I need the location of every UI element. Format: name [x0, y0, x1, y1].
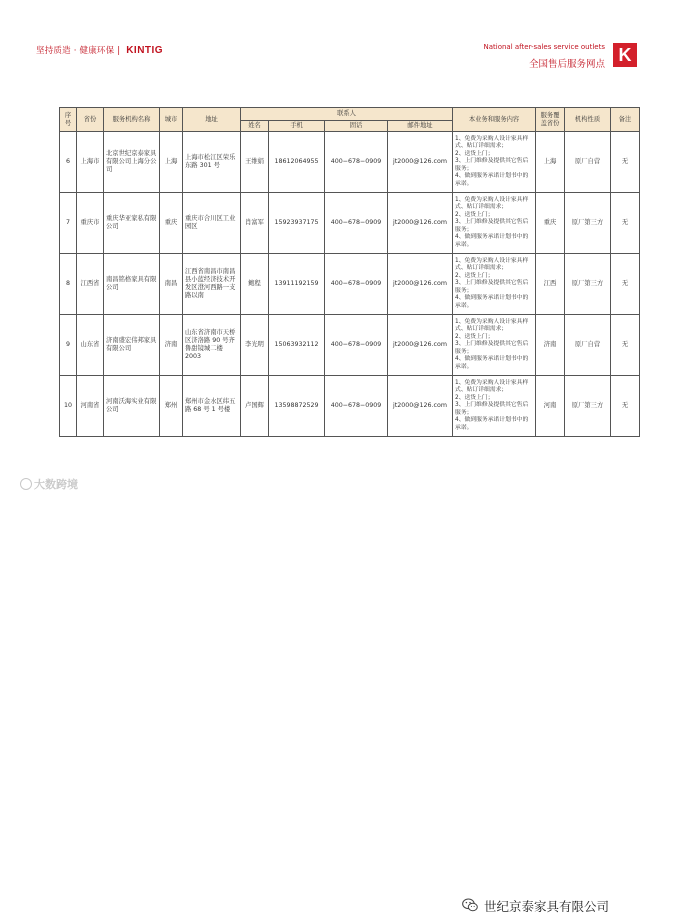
row-city: 重庆: [160, 193, 183, 254]
row-address: 郑州市金水区纬五路 68 号 1 号楼: [183, 376, 241, 437]
row-name: 鲍程: [241, 254, 269, 315]
brand-name: KINTIG: [126, 45, 164, 56]
row-province: 江西省: [77, 254, 104, 315]
row-org: 济南盛宏伟邦家具有限公司: [104, 315, 160, 376]
row-landline: 400−678−0909: [325, 193, 388, 254]
row-no: 8: [60, 254, 77, 315]
row-mobile: 13598872529: [269, 376, 325, 437]
col-services-header: 本业务和服务内容: [453, 108, 536, 132]
row-address: 江西省南昌市南昌县小蓝经济技术开发区澄河西路一支路以南: [183, 254, 241, 315]
row-cover: 济南: [536, 315, 565, 376]
table-row: [60, 193, 640, 254]
row-landline: 400−678−0909: [325, 254, 388, 315]
row-address: 上海市松江区荣乐东路 301 号: [183, 132, 241, 193]
page-footer: [0, 440, 673, 914]
row-no: 6: [60, 132, 77, 193]
row-nature: 原厂自营: [565, 315, 611, 376]
company-name: 世纪京泰家具有限公司: [484, 899, 610, 914]
page-header: [0, 0, 673, 90]
row-org: 重庆华亚家私有限公司: [104, 193, 160, 254]
row-services: 1、免费为采购人设计家具样式、贴订详细需求； 2、送货上门； 3、上门维修及提供其它售后服务； 4、做到服务承诺计划书中的承诺。: [453, 376, 536, 437]
row-email: jt2000@126.com: [388, 315, 453, 376]
row-services: 1、免费为采购人设计家具样式、贴订详细需求； 2、送货上门； 3、上门维修及提供其它售后服务； 4、做到服务承诺计划书中的承诺。: [453, 132, 536, 193]
row-province: 山东省: [77, 315, 104, 376]
row-mobile: 13911192159: [269, 254, 325, 315]
row-remark: 无: [611, 193, 640, 254]
col-contact-group-header: 联系人: [241, 108, 453, 121]
col-name-header: 姓名: [241, 121, 269, 132]
row-services: 1、免费为采购人设计家具样式、贴订详细需求； 2、送货上门； 3、上门维修及提供其它售后服务； 4、做到服务承诺计划书中的承诺。: [453, 315, 536, 376]
row-org: 北京世纪京泰家具有限公司上海分公司: [104, 132, 160, 193]
row-remark: 无: [611, 254, 640, 315]
row-cover: 重庆: [536, 193, 565, 254]
row-remark: 无: [611, 376, 640, 437]
row-no: 10: [60, 376, 77, 437]
row-nature: 原厂第三方: [565, 376, 611, 437]
table-row: [60, 254, 640, 315]
watermark-text: 大数跨境: [34, 478, 78, 491]
col-no-header: 序号: [60, 108, 77, 132]
table-header-row: [60, 108, 640, 121]
col-city-header: 城市: [160, 108, 183, 132]
col-email-header: 邮件地址: [388, 121, 453, 132]
row-org: 河南沃海实业有限公司: [104, 376, 160, 437]
row-nature: 原厂第三方: [565, 254, 611, 315]
row-no: 9: [60, 315, 77, 376]
row-mobile: 15923937175: [269, 193, 325, 254]
row-remark: 无: [611, 132, 640, 193]
row-city: 郑州: [160, 376, 183, 437]
row-nature: 原厂自营: [565, 132, 611, 193]
row-cover: 河南: [536, 376, 565, 437]
kintig-logo-icon: K: [613, 43, 637, 67]
col-landline-header: 固话: [325, 121, 388, 132]
row-email: jt2000@126.com: [388, 376, 453, 437]
row-landline: 400−678−0909: [325, 132, 388, 193]
col-address-header: 地址: [183, 108, 241, 132]
row-services: 1、免费为采购人设计家具样式、贴订详细需求； 2、送货上门； 3、上门维修及提供其它售后服务； 4、做到服务承诺计划书中的承诺。: [453, 193, 536, 254]
row-city: 南昌: [160, 254, 183, 315]
row-email: jt2000@126.com: [388, 132, 453, 193]
row-name: 肖富军: [241, 193, 269, 254]
row-nature: 原厂第三方: [565, 193, 611, 254]
row-cover: 江西: [536, 254, 565, 315]
service-outlets-table: [59, 107, 640, 437]
table-row: [60, 132, 640, 193]
wechat-icon: [462, 898, 478, 912]
row-address: 山东省济南市天桥区济洛路 90 号齐鲁甜镜城二楼 2003: [183, 315, 241, 376]
row-services: 1、免费为采购人设计家具样式、贴订详细需求； 2、送货上门； 3、上门维修及提供其它售后服务； 4、做到服务承诺计划书中的承诺。: [453, 254, 536, 315]
row-landline: 400−678−0909: [325, 376, 388, 437]
row-landline: 400−678−0909: [325, 315, 388, 376]
row-city: 济南: [160, 315, 183, 376]
row-province: 上海市: [77, 132, 104, 193]
watermark: [20, 476, 78, 492]
row-province: 重庆市: [77, 193, 104, 254]
row-province: 河南省: [77, 376, 104, 437]
col-mobile-header: 手机: [269, 121, 325, 132]
col-remark-header: 备注: [611, 108, 640, 132]
table-row: [60, 315, 640, 376]
row-name: 李光明: [241, 315, 269, 376]
slogan-text: 坚持质造 · 健康环保 |: [36, 46, 121, 56]
col-province-header: 省份: [77, 108, 104, 132]
col-cover-header: 服务覆盖省份: [536, 108, 565, 132]
national-service-cn: 全国售后服务网点: [528, 59, 605, 70]
row-cover: 上海: [536, 132, 565, 193]
national-service-en: National after-sales service outlets: [483, 43, 605, 51]
row-remark: 无: [611, 315, 640, 376]
row-mobile: 15063932112: [269, 315, 325, 376]
row-no: 7: [60, 193, 77, 254]
row-mobile: 18612064955: [269, 132, 325, 193]
col-org-header: 服务机构名称: [104, 108, 160, 132]
row-name: 王维娟: [241, 132, 269, 193]
row-email: jt2000@126.com: [388, 254, 453, 315]
table-row: [60, 376, 640, 437]
row-city: 上海: [160, 132, 183, 193]
col-nature-header: 机构性质: [565, 108, 611, 132]
row-email: jt2000@126.com: [388, 193, 453, 254]
slogan: [36, 44, 163, 56]
row-org: 南昌铭格家具有限公司: [104, 254, 160, 315]
row-name: 卢国辉: [241, 376, 269, 437]
row-address: 重庆市合川区工业园区: [183, 193, 241, 254]
watermark-logo-icon: [20, 478, 32, 490]
